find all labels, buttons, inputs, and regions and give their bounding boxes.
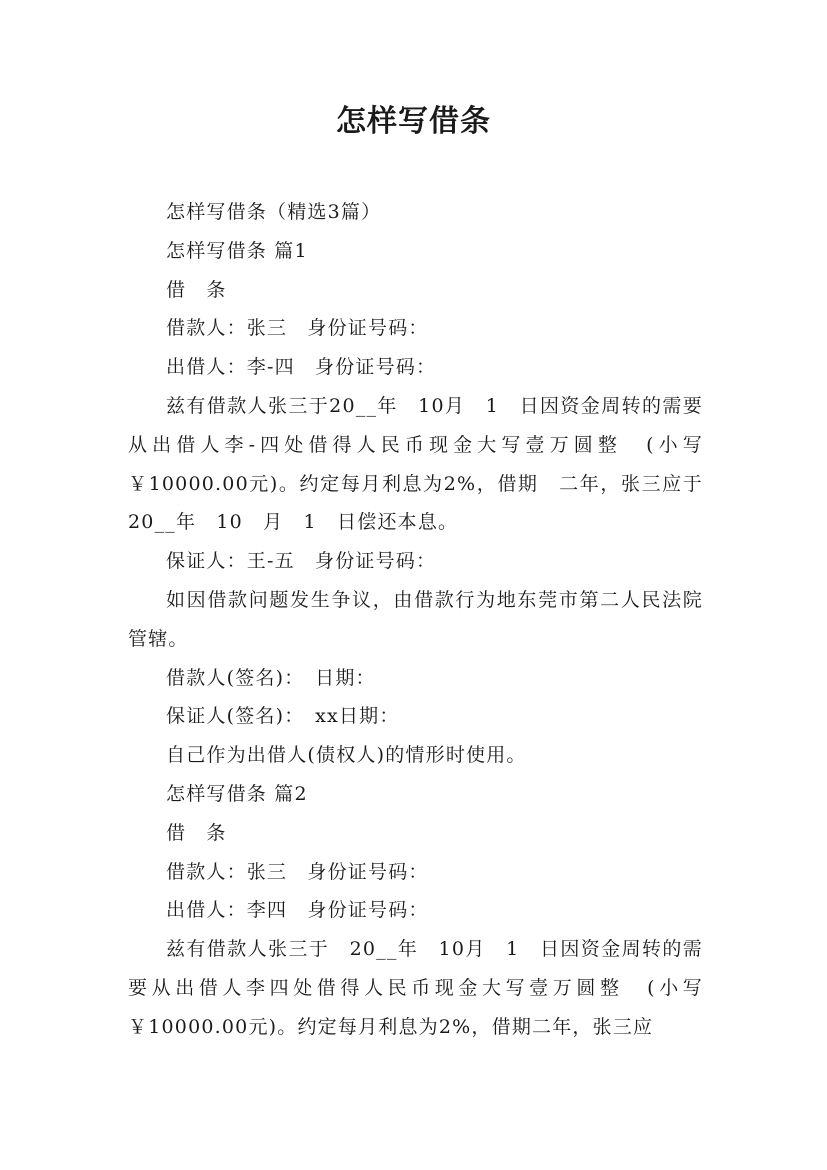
iou-heading-2: 借 条 [166,821,227,844]
paragraph-intro: 怎样写借条（精选3篇） [166,201,382,223]
borrower-line-2: 借款人：张三 身份证号码： [166,860,429,883]
document-body [128,193,703,1047]
section-heading-2: 怎样写借条 篇2 [166,782,308,805]
dispute-clause-1: 如因借款问题发生争议，由借款行为地东莞市第二人民法院管辖。 [128,588,703,650]
borrower-line-1: 借款人：张三 身份证号码： [166,317,429,340]
loan-terms-2: 兹有借款人张三于 20__年 10月 1 日因资金周转的需要从出借人李四处借得人民币现金大写壹万圆整 (小写￥10000.00元)。约定每月利息为2%，借期二年，张三应 [128,938,703,1038]
lender-line-1: 出借人：李-四 身份证号码： [166,356,437,379]
section-heading-1: 怎样写借条 篇1 [166,239,308,262]
document-title: 怎样写借条 [336,104,491,139]
usage-note-1: 自己作为出借人(债权人)的情形时使用。 [166,744,527,767]
lender-line-2: 出借人：李四 身份证号码： [166,899,429,922]
borrower-signature-line-1: 借款人(签名)： 日期： [166,666,376,689]
guarantor-line-1: 保证人：王-五 身份证号码： [166,550,437,573]
loan-terms-1: 兹有借款人张三于20__年 10月 1 日因资金周转的需要从出借人李-四处借得人民币现金大写壹万圆整 (小写￥10000.00元)。约定每月利息为2%，借期 二年，张三应于20__年 10 月 1 日偿还本息。 [128,394,703,534]
guarantor-signature-line-1: 保证人(签名)： xx日期： [166,705,400,728]
iou-heading-1: 借 条 [166,278,227,301]
